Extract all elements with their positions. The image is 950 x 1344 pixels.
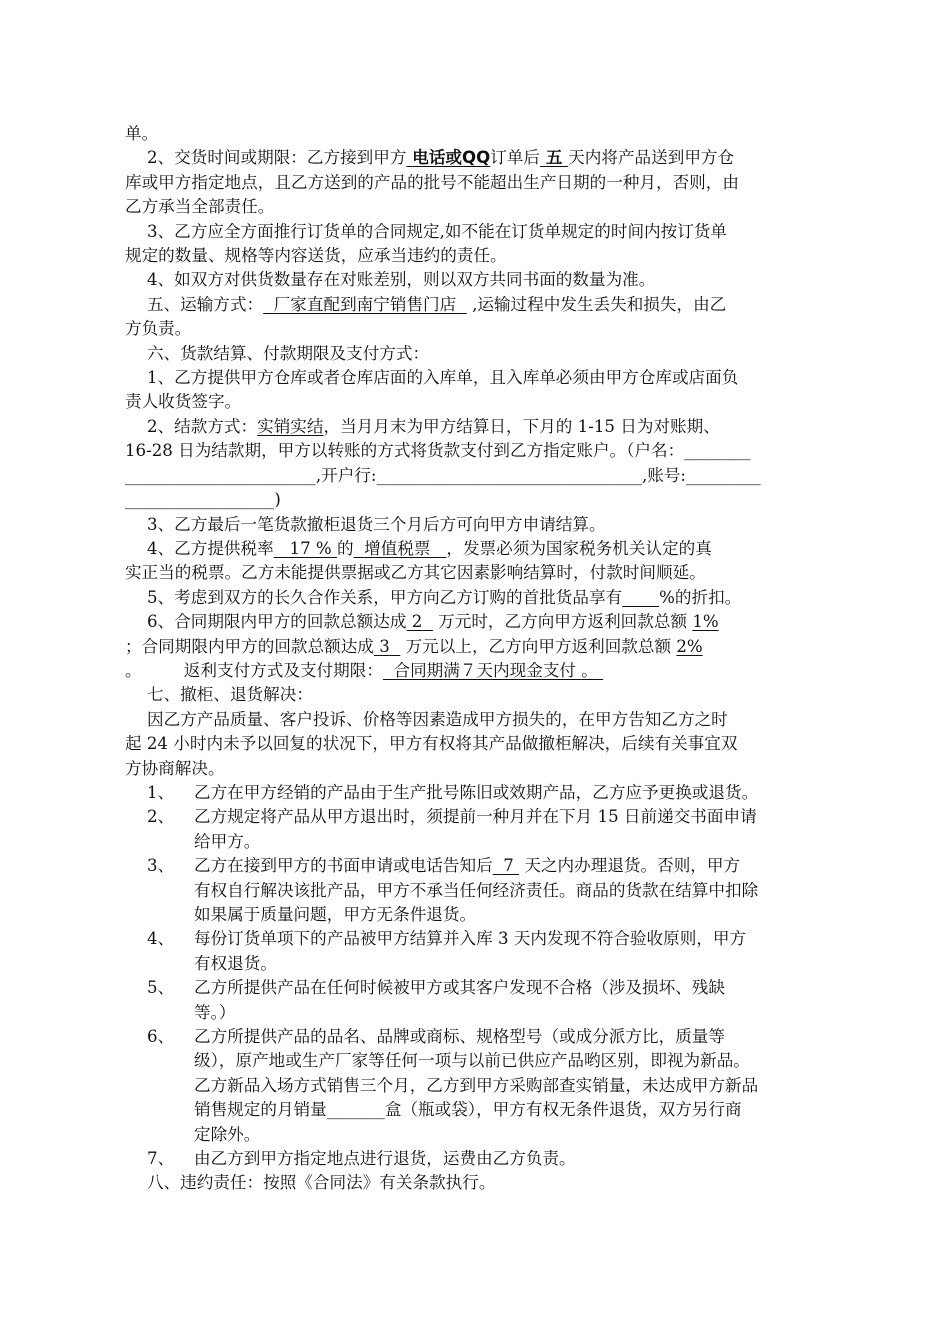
list-item <box>125 830 840 854</box>
clause-rebate-payment: 。 返利支付方式及支付期限： 合同期满７天内现金支付 。 <box>125 659 840 683</box>
filled-settlement-method: 实销实结 <box>257 416 324 436</box>
list-item <box>125 903 840 927</box>
filled-days: 五 <box>545 148 563 168</box>
item-text: 级），原产地或生产厂家等任何一项与以前已供应产品哟区别，即视为新品。 <box>194 1051 750 1071</box>
item-text: 给甲方。 <box>194 831 261 851</box>
text-line: 4、如双方对供货数量存在对账差别，则以双方共同书面的数量为准。 <box>147 270 656 290</box>
text-line: 1、乙方提供甲方仓库或者仓库店面的入库单，且入库单必须由甲方仓库或店面负 <box>147 368 739 388</box>
list-item <box>125 805 840 829</box>
item-number: 2、 <box>147 807 175 827</box>
text-line: 16-28 日为结款期，甲方以转账的方式将货款支付到乙方指定账户。（户名：________ <box>125 441 751 461</box>
text-line: 因乙方产品质量、客户投诉、价格等因素造成甲方损失的，在甲方告知乙方之时 <box>147 709 728 729</box>
item-number: 7、 <box>147 1149 175 1169</box>
clause-settlement: 2、结款方式：实销实结，当月月末为甲方结算日，下月的 1-15 日为对账期、 <box>147 416 720 436</box>
list-item <box>125 1049 840 1073</box>
filled-amount-2: 3 <box>379 636 390 656</box>
item-text: 乙方规定将产品从甲方退出时，须提前一种月并在下月 15 日前递交书面申请 <box>194 807 757 827</box>
text-line: 规定的数量、规格等内容送货，应承当违约的责任。 <box>125 246 507 266</box>
item-number <box>125 830 194 854</box>
item-number <box>125 1049 194 1073</box>
list-item <box>125 927 840 951</box>
item-number: 6、 <box>147 1027 175 1047</box>
text-line: 起 24 小时内未予以回复的状况下，甲方有权将其产品做撤柜解决，后续有关事宜双 <box>125 734 738 754</box>
item-text: 有权退货。 <box>194 953 277 973</box>
list-item <box>125 1123 840 1147</box>
filled-invoice-type: 增值税票 <box>364 538 431 558</box>
filled-rebate-2: 2% <box>676 636 703 656</box>
item-number <box>125 1098 194 1122</box>
contract-body <box>125 122 840 1196</box>
item-number <box>125 1001 194 1025</box>
filled-transport-method: 厂家直配到南宁销售门店 <box>273 294 457 314</box>
filled-order-channel: 电话或QQ <box>412 148 491 168</box>
item-text: 如果属于质量问题，甲方无条件退货。 <box>194 905 477 924</box>
item-text: 定除外。 <box>194 1124 261 1144</box>
account-fields-line: _______________________,开户行:________________________________,账号:_________ <box>125 465 761 485</box>
section-heading: 七、撤柜、退货解决： <box>147 685 313 705</box>
item-number <box>125 903 194 927</box>
list-item <box>125 879 840 903</box>
item-number <box>125 952 194 976</box>
item-text: 乙方所提供产品在任何时候被甲方或其客户发现不合格（涉及损坏、残缺 <box>194 978 725 998</box>
text-line: 3、乙方最后一笔货款撤柜退货三个月后方可向甲方申请结算。 <box>147 514 606 534</box>
list-item <box>125 1074 840 1098</box>
item-number <box>125 879 194 903</box>
item-number: 1、 <box>147 782 175 802</box>
text-line: 责人收货签字。 <box>125 392 242 412</box>
text-line: 方负责。 <box>125 319 192 339</box>
item-number: 3、 <box>147 856 175 876</box>
item-number: 4、 <box>147 929 175 949</box>
return-items-list <box>125 781 840 1172</box>
list-item <box>125 976 840 1000</box>
list-item <box>125 1001 840 1025</box>
item-text: 由乙方到甲方指定地点进行退货，运费由乙方负责。 <box>194 1149 576 1169</box>
clause-tax: 4、乙方提供税率 17 % 的 增值税票 ，发票必须为国家税务机关认定的真 <box>147 538 712 558</box>
section-heading: 六、货款结算、付款期限及支付方式： <box>147 343 430 363</box>
list-item <box>125 854 840 878</box>
item-text: 乙方在接到甲方的书面申请或电话告知后 7 天之内办理退货。否则，甲方 <box>194 856 741 876</box>
filled-amount-1: 2 <box>411 612 423 632</box>
item-text: 乙方所提供产品的品名、品牌或商标、规格型号（或成分派方比，质量等 <box>194 1027 725 1047</box>
item-text: 乙方新品入场方式销售三个月，乙方到甲方采购部查实销量，未达成甲方新品 <box>194 1075 759 1095</box>
item-text: 销售规定的月销量_______盒（瓶或袋），甲方有权无条件退货，双方另行商 <box>194 1100 742 1120</box>
text-line: 单。 <box>125 124 159 143</box>
text-line: __________________) <box>125 490 281 510</box>
item-text: 每份订货单项下的产品被甲方结算并入库 3 天内发现不符合验收原则，甲方 <box>194 929 747 949</box>
list-item <box>125 781 840 805</box>
list-item <box>125 1098 840 1122</box>
item-number: 5、 <box>147 978 175 998</box>
blank-monthly-sales: _______ <box>326 1100 385 1120</box>
text-line: 乙方承当全部责任。 <box>125 197 275 217</box>
blank-discount <box>622 588 659 607</box>
filled-tax-rate: 17 % <box>289 538 332 558</box>
item-number <box>125 1123 194 1147</box>
clause-rebate-2: ；合同期限内甲方的回款总额达成 3 万元以上，乙方向甲方返利回款总额 2% <box>125 636 703 656</box>
clause-transport: 五、运输方式： 厂家直配到南宁销售门店 ,运输过程中发生丢失和损失，由乙 <box>147 294 727 314</box>
text-line: 方协商解决。 <box>125 758 225 778</box>
clause-delivery-time: 2、交货时间或期限：乙方接到甲方 电话或QQ订单后 五 天内将产品送到甲方仓 <box>147 148 735 168</box>
text-line: 实正当的税票。乙方未能提供票据或乙方其它因素影响结算时，付款时间顺延。 <box>125 563 706 583</box>
filled-rebate-payment: 合同期满７天内现金支付 。 <box>393 660 598 680</box>
list-item <box>125 1147 840 1171</box>
list-item <box>125 1025 840 1049</box>
section-heading: 八、违约责任：按照《合同法》有关条款执行。 <box>147 1173 496 1193</box>
clause-rebate-1: 6、合同期限内甲方的回款总额达成 2 万元时，乙方向甲方返利回款总额 1% <box>147 612 719 632</box>
item-number <box>125 1074 194 1098</box>
text-line: 库或甲方指定地点，且乙方送到的产品的批号不能超出生产日期的一种月，否则，由 <box>125 172 739 192</box>
item-text: 乙方在甲方经销的产品由于生产批号陈旧或效期产品，乙方应予更换或退货。 <box>194 782 759 802</box>
text-line: 3、乙方应全方面推行订货单的合同规定,如不能在订货单规定的时间内按订货单 <box>147 221 728 241</box>
filled-rebate-1: 1% <box>692 612 719 632</box>
item-text: 有权自行解决该批产品，甲方不承当任何经济责任。商品的货款在结算中扣除 <box>194 880 759 900</box>
item-text: 等。） <box>194 1002 236 1022</box>
filled-return-days: 7 <box>503 856 514 876</box>
list-item <box>125 952 840 976</box>
clause-discount: 5、考虑到双方的长久合作关系，甲方向乙方订购的首批货品享有 %的折扣。 <box>147 587 742 607</box>
